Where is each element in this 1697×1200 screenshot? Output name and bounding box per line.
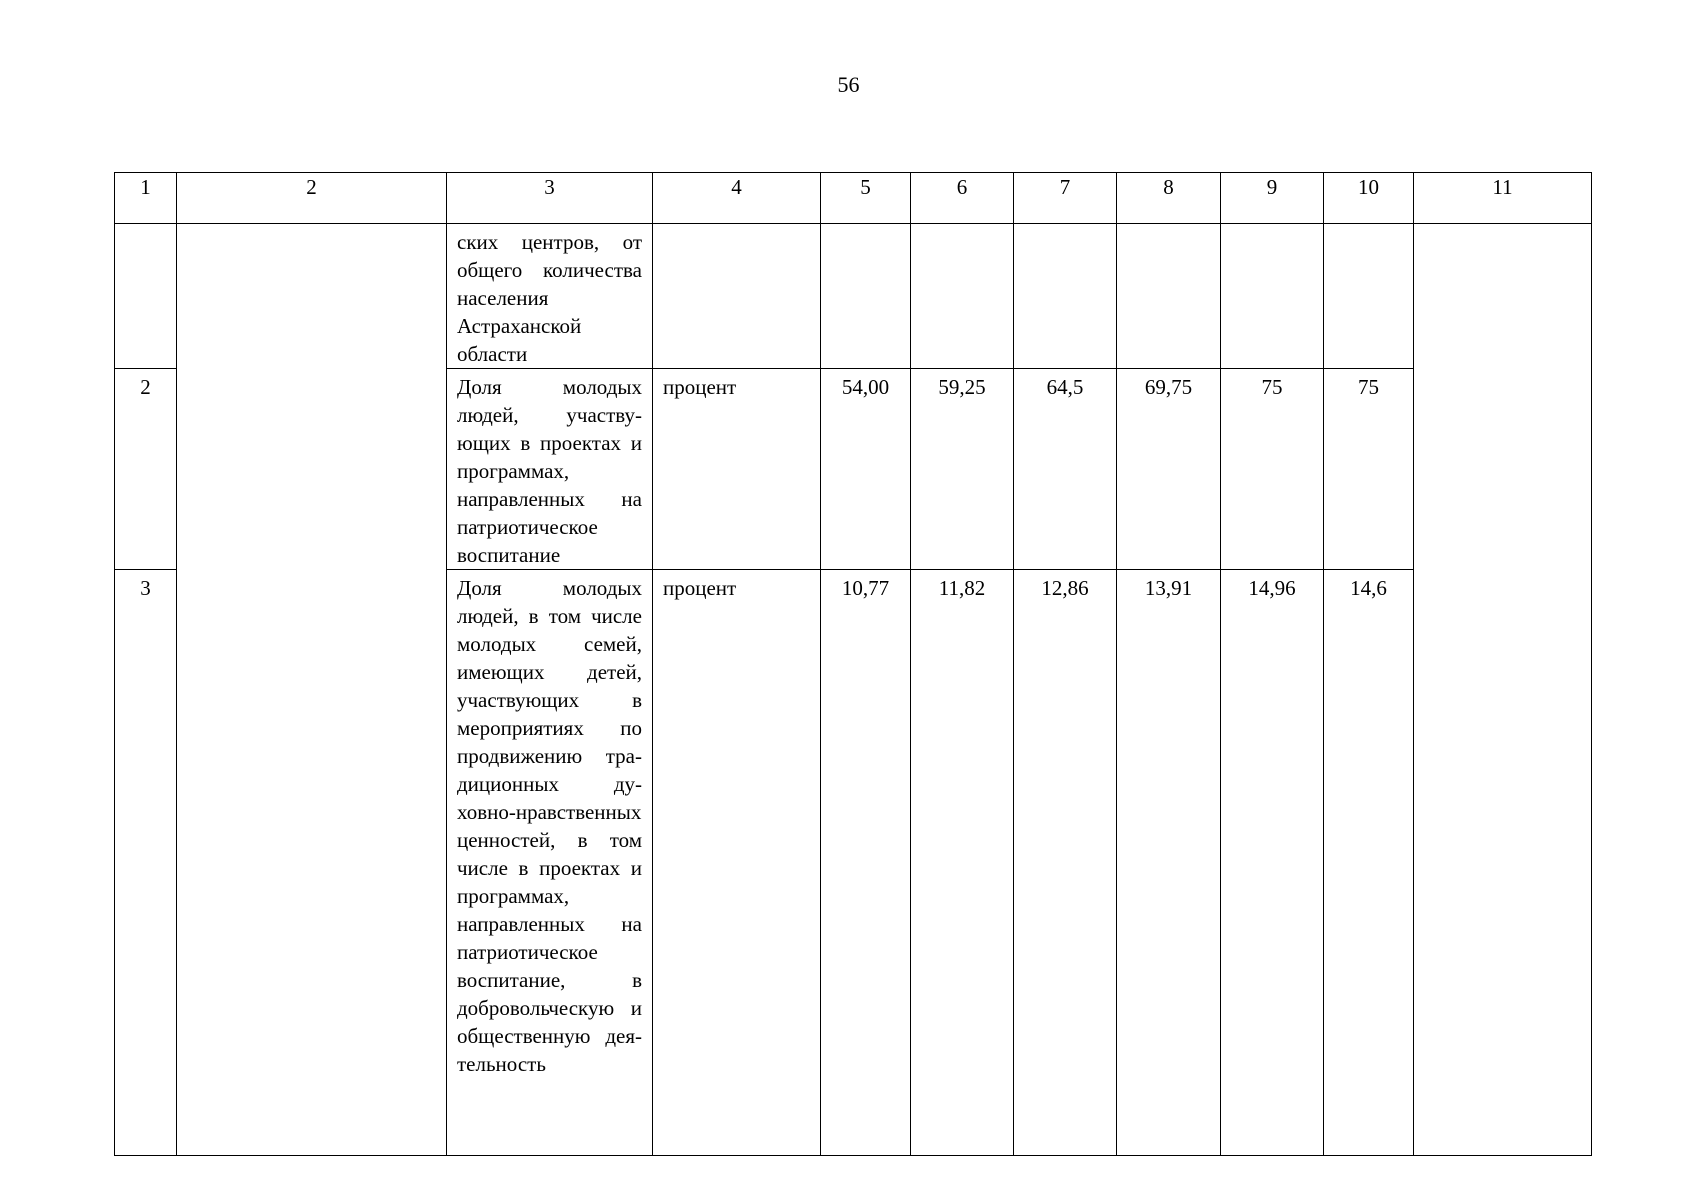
- unit-cell: [653, 224, 821, 369]
- value-cell: 13,91: [1117, 570, 1221, 1156]
- value-cell: [821, 224, 911, 369]
- value-cell: [911, 224, 1014, 369]
- indicators-table: [114, 172, 1592, 1156]
- page-number: 56: [837, 72, 860, 97]
- row-number: 2: [115, 369, 177, 570]
- header-cell: 5: [821, 173, 911, 224]
- unit-cell: процент: [653, 570, 821, 1156]
- value-cell: 12,86: [1014, 570, 1117, 1156]
- row-number: 3: [115, 570, 177, 1156]
- value-cell: [1324, 224, 1414, 369]
- unit-cell: процент: [653, 369, 821, 570]
- header-cell: 3: [447, 173, 653, 224]
- header-cell: 9: [1221, 173, 1324, 224]
- program-name-cell: [177, 224, 447, 1156]
- indicator-description: ских центров, от общего количества населения Астраханской области: [447, 224, 653, 369]
- value-cell: 10,77: [821, 570, 911, 1156]
- header-cell: 4: [653, 173, 821, 224]
- value-cell: 64,5: [1014, 369, 1117, 570]
- table-header-row: [115, 173, 1592, 224]
- header-cell: 6: [911, 173, 1014, 224]
- notes-cell: [1414, 224, 1592, 1156]
- value-cell: 54,00: [821, 369, 911, 570]
- header-cell: 11: [1414, 173, 1592, 224]
- header-cell: 8: [1117, 173, 1221, 224]
- header-cell: 2: [177, 173, 447, 224]
- value-cell: [1221, 224, 1324, 369]
- value-cell: 14,96: [1221, 570, 1324, 1156]
- value-cell: 69,75: [1117, 369, 1221, 570]
- table-row: [115, 224, 1592, 369]
- indicator-description: Доля молодых людей, участвующих в проектах и программах, направленных на патриотическое воспитание: [447, 369, 653, 570]
- indicator-description: Доля молодых людей, в том числе молодых семей, имеющих детей, участвующих в мероприятиях по продвижению традиционных духовно-нравственных ценностей, в том числе в проектах и программах, направленных на патриотическое воспитание, в добровольческую и общественную деятельность: [447, 570, 653, 1156]
- value-cell: [1014, 224, 1117, 369]
- row-number: [115, 224, 177, 369]
- value-cell: 14,6: [1324, 570, 1414, 1156]
- value-cell: 75: [1221, 369, 1324, 570]
- value-cell: 75: [1324, 369, 1414, 570]
- header-cell: 10: [1324, 173, 1414, 224]
- header-cell: 1: [115, 173, 177, 224]
- value-cell: 59,25: [911, 369, 1014, 570]
- value-cell: 11,82: [911, 570, 1014, 1156]
- value-cell: [1117, 224, 1221, 369]
- header-cell: 7: [1014, 173, 1117, 224]
